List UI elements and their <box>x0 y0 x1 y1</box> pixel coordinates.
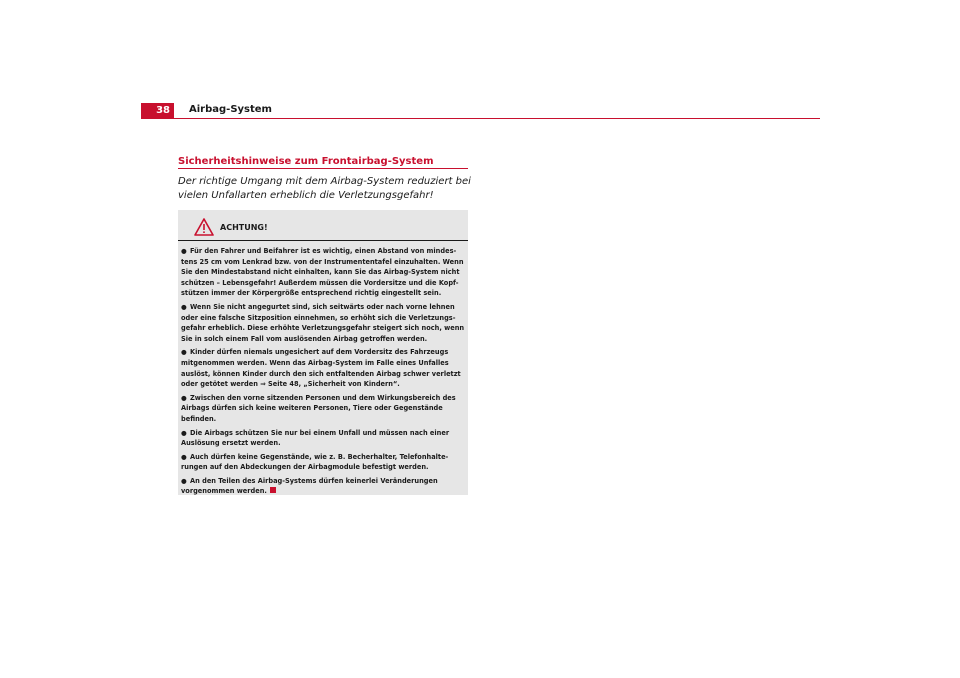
warning-item <box>181 428 465 449</box>
warning-label: ACHTUNG! <box>220 222 268 232</box>
warning-item-text: Für den Fahrer und Beifahrer ist es wichtig, einen Abstand von mindes-tens 25 cm vom Lenkrad bzw. von der Instrumententafel einzuhalten. Wenn Sie den Mindestabstand nicht einhalten, kann Sie das Airbag-System nicht schützen – Lebensgefahr! Außerdem müssen die Vordersitze und die Kopf-stützen immer der Körpergröße entsprechend richtig eingestellt sein. <box>181 247 464 298</box>
warning-item <box>181 302 465 344</box>
warning-item-text: An den Teilen des Airbag-Systems dürfen keinerlei Veränderungen vorgenommen werden. <box>181 476 438 496</box>
warning-divider <box>178 240 468 241</box>
section-divider <box>178 168 468 169</box>
header-divider <box>174 118 820 119</box>
section-title: Sicherheitshinweise zum Frontairbag-System <box>178 156 434 167</box>
warning-item <box>181 246 465 299</box>
warning-triangle-icon <box>194 218 214 236</box>
warning-item <box>181 393 465 425</box>
warning-item-text: Die Airbags schützen Sie nur bei einem Unfall und müssen nach einer Auslösung ersetzt werden. <box>181 428 450 448</box>
warning-list <box>181 246 465 500</box>
bullet-icon: ● <box>181 393 187 402</box>
chapter-title: Airbag-System <box>189 104 272 115</box>
bullet-icon: ● <box>181 302 187 311</box>
bullet-icon: ● <box>181 476 187 485</box>
warning-item <box>181 452 465 473</box>
warning-item-text: Wenn Sie nicht angegurtet sind, sich seitwärts oder nach vorne lehnen oder eine falsche Sitzposition einnehmen, so erhöht sich die Verletzungs-gefahr erheblich. Diese erhöhte Verletzungsgefahr steigert sich noch, wenn Sie in solch einem Fall vom auslösenden Airbag getroffen werden. <box>181 302 465 343</box>
warning-item-text: Auch dürfen keine Gegenstände, wie z. B. Becherhalter, Telefonhalte-rungen auf den Abdeckungen der Airbagmodule befestigt werden. <box>181 452 449 472</box>
bullet-icon: ● <box>181 428 187 437</box>
bullet-icon: ● <box>181 247 187 255</box>
bullet-icon: ● <box>181 348 187 357</box>
warning-header <box>194 216 268 238</box>
warning-item-text: Kinder dürfen niemals ungesichert auf dem Vordersitz des Fahrzeugs mitgenommen werden. Wenn das Airbag-System im Falle eines Unfalles auslöst, können Kinder durch den sich entfaltenden Airbag schwer verletzt oder getötet werden ⇒ Seite 48, „Sicherheit von Kindern“. <box>181 348 461 389</box>
warning-item-text: Zwischen den vorne sitzenden Personen und dem Wirkungsbereich des Airbags dürfen sich keine weiteren Personen, Tiere oder Gegenstände befinden. <box>181 393 456 423</box>
end-of-section-icon <box>270 487 276 493</box>
section-intro: Der richtige Umgang mit dem Airbag-System reduziert bei vielen Unfallarten erheblich die Verletzungsgefahr! <box>178 176 471 201</box>
warning-item <box>181 476 465 497</box>
page-number: 38 <box>141 103 174 119</box>
warning-item <box>181 347 465 389</box>
bullet-icon: ● <box>181 452 187 461</box>
warning-box <box>178 210 468 495</box>
